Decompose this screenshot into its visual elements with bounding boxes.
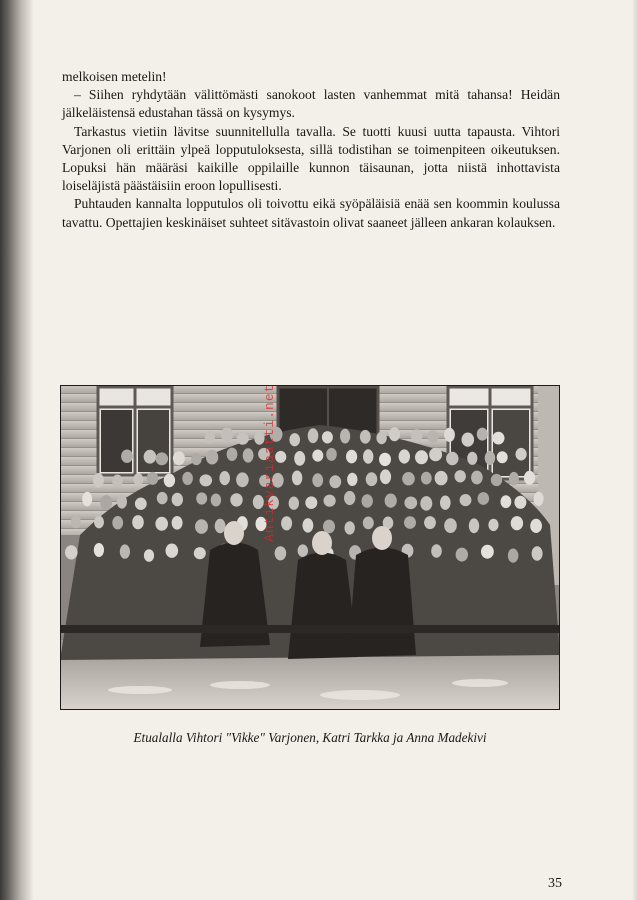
paragraph: – Siihen ryhdytään välittömästi sanokoot lasten vanhemmat mitä tahansa! Heidän jälkeläistensä edustahan tässä on kysymys. [62,87,560,121]
paragraph: melkoisen metelin! [62,69,167,84]
group-photo [60,385,560,710]
paragraph: Tarkastus vietiin lävitse suunnitellulla tavalla. Se tuotti kuusi uutta tapausta. Vihtori Varjonen oli erittäin ylpeä lopputuloksesta, sillä todistihan se toimenpiteen oikeutuksen. Lopuksi hän määräsi kaikille oppilaille kunnon täisaunan, jotta niistä inhottavista loiseläjistä päästäisiin eroon lopullisesti. [62,123,560,194]
body-text [62,68,560,232]
page-edge [632,0,638,900]
photo-caption: Etualalla Vihtori "Vikke" Varjonen, Katri Tarkka ja Anna Madekivi [133,730,487,745]
paragraph: Puhtauden kannalta lopputulos oli toivottu eikä syöpäläisiä enää sen koommin koulussa tavattu. Opettajien keskinäiset suhteet sitävastoin olivat saaneet jälleen ankaran kolauksen. [62,196,560,230]
book-gutter-shadow [0,0,34,900]
page-number: 35 [548,876,562,891]
watermark: Antikvariaatti.net [262,383,277,542]
